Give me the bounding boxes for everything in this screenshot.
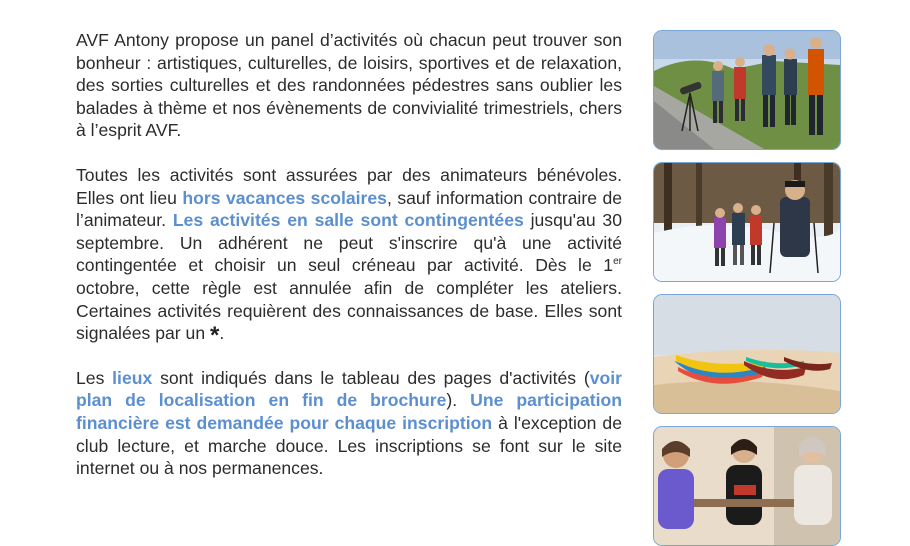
p3-text-1: Les bbox=[76, 367, 113, 388]
intro-text bbox=[76, 29, 622, 502]
fee-highlight: Une participation financière est demandée pour chaque inscription bbox=[76, 390, 622, 433]
workshop-group-photo bbox=[653, 426, 841, 546]
p3-text-4: à l'exception de club lecture, et marche douce. Les inscriptions se font sur le site internet ou à nos permanences. bbox=[76, 412, 622, 479]
p2-text-5: . bbox=[219, 323, 225, 344]
paragraph-2 bbox=[76, 164, 623, 350]
snow-hikers-photo bbox=[653, 162, 841, 282]
p2-text-2: , sauf information contraire de l’animateur. bbox=[76, 187, 623, 231]
superscript-er: er bbox=[613, 256, 622, 268]
p2-text-4: octobre, cette règle est annulée afin de compléter les ateliers. Certaines activités requièrent des connaissances de base. Elles sont signalées par un bbox=[76, 277, 622, 344]
p2-text-1: Toutes les activités sont assurées par des animateurs bénévoles. Elles ont lieu bbox=[76, 164, 622, 208]
star-marker: * bbox=[210, 322, 220, 350]
paragraph-3 bbox=[76, 367, 622, 480]
p3-text-2: sont indiqués dans le tableau des pages d'activités ( bbox=[152, 367, 590, 388]
limited-activities-highlight: Les activités en salle sont contingentées bbox=[172, 210, 524, 231]
p2-text-3: jusqu'au 30 septembre. Un adhérent ne peut s'inscrire qu'à une activité contingentée et choisir un seul créneau par activité. Dès le 1 bbox=[76, 210, 623, 276]
map-link[interactable]: voir plan de localisation en fin de brochure bbox=[76, 367, 622, 411]
school-holidays-highlight: hors vacances scolaires bbox=[182, 187, 387, 208]
hikers-birdwatching-photo bbox=[653, 30, 841, 150]
places-highlight: lieux bbox=[112, 367, 153, 388]
boats-painting-photo bbox=[653, 294, 841, 414]
p3-text-3: ). bbox=[446, 390, 471, 411]
paragraph-1: AVF Antony propose un panel d’activités où chacun peut trouver son bonheur : artistiques, culturelles, de loisirs, sportives et de relaxation, des sorties culturelles et des randonnées pédestres sans oublier les balades à thème et nos évènements de convivialité trimestriels, chers à l’esprit AVF. bbox=[76, 30, 622, 141]
